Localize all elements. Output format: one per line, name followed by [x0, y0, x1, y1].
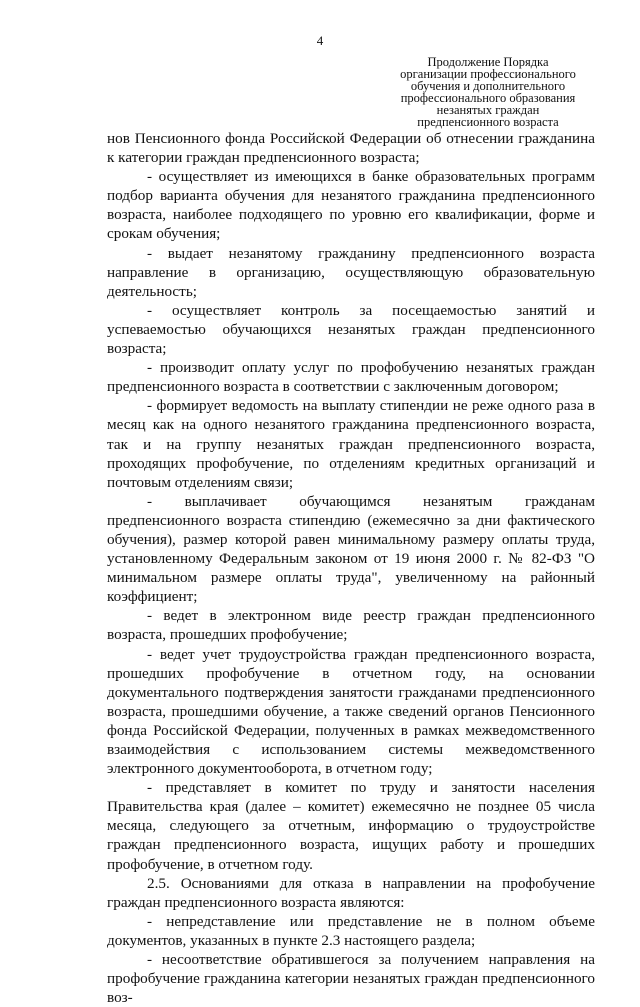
- header-line: Продолжение Порядка: [427, 55, 549, 69]
- header-line: организации профессионального: [400, 67, 576, 81]
- header-line: профессионального образования: [400, 91, 576, 105]
- paragraph: - ведет в электронном виде реестр граждан предпенсионного возраста, прошедших профобучение;: [107, 607, 595, 644]
- paragraph: - представляет в комитет по труду и занятости населения Правительства края (далее – комитет) ежемесячно не позднее 05 числа месяца, следующего за отчетным, информацию о трудоустройстве граждан предпенсионного возраста, ищущих работу и прошедших профобучение, в отчетном году.: [107, 779, 595, 873]
- document-header: [388, 56, 588, 128]
- paragraph: - производит оплату услуг по профобучению незанятых граждан предпенсионного возраста в соответствии с заключенным договором;: [107, 359, 595, 396]
- document-body: [107, 129, 595, 1007]
- paragraph: - выдает незанятому гражданину предпенсионного возраста направление в организацию, осуществляющую образовательную деятельность;: [107, 244, 595, 300]
- paragraph: 2.5. Основаниями для отказа в направлении на профобучение граждан предпенсионного возраста являются:: [107, 874, 595, 911]
- paragraph: - ведет учет трудоустройства граждан предпенсионного возраста, прошедших профобучение в отчетном году, на основании документального подтверждения занятости гражданами предпенсионного возраста, прошедшими обучение, а также сведений органов Пенсионного фонда Российской Федерации, полученных в рамках межведомственного взаимодействия с использованием системы межведомственного электронного документооборота, в отчетном году;: [107, 645, 595, 778]
- header-line: незанятых граждан: [436, 103, 540, 117]
- header-line: обучения и дополнительного: [410, 79, 566, 93]
- header-line: предпенсионного возраста: [417, 115, 559, 129]
- paragraph: - осуществляет контроль за посещаемостью занятий и успеваемостью обучающихся незанятых граждан предпенсионного возраста;: [107, 301, 595, 358]
- paragraph: - выплачивает обучающимся незанятым гражданам предпенсионного возраста стипендию (ежемесячно за дни фактического обучения), размер которой равен минимальному размеру оплаты труда, установленному Федеральным законом от 19 июня 2000 г. № 82-ФЗ "О минимальном размере оплаты труда", увеличенному на районный коэффициент;: [107, 492, 595, 606]
- paragraph: - формирует ведомость на выплату стипендии не реже одного раза в месяц как на одного незанятого гражданина предпенсионного возраста, так и на группу незанятых граждан предпенсионного возраста, проходящих профобучение, по отделениям кредитных организаций и почтовым отделениям связи;: [107, 397, 595, 491]
- paragraph: - непредставление или представление не в полном объеме документов, указанных в пункте 2.3 настоящего раздела;: [107, 912, 595, 949]
- paragraph: нов Пенсионного фонда Российской Федерации об отнесении гражданина к категории граждан предпенсионного возраста;: [107, 130, 595, 167]
- page-number: 4: [316, 33, 324, 48]
- paragraph: - осуществляет из имеющихся в банке образовательных программ подбор варианта обучения для незанятого гражданина предпенсионного возраста, наиболее подходящего по уровню его квалификации, форме и срокам обучения;: [107, 168, 595, 243]
- paragraph: - несоответствие обратившегося за получением направления на профобучение гражданина категории незанятых граждан предпенсионного воз-: [107, 951, 595, 1007]
